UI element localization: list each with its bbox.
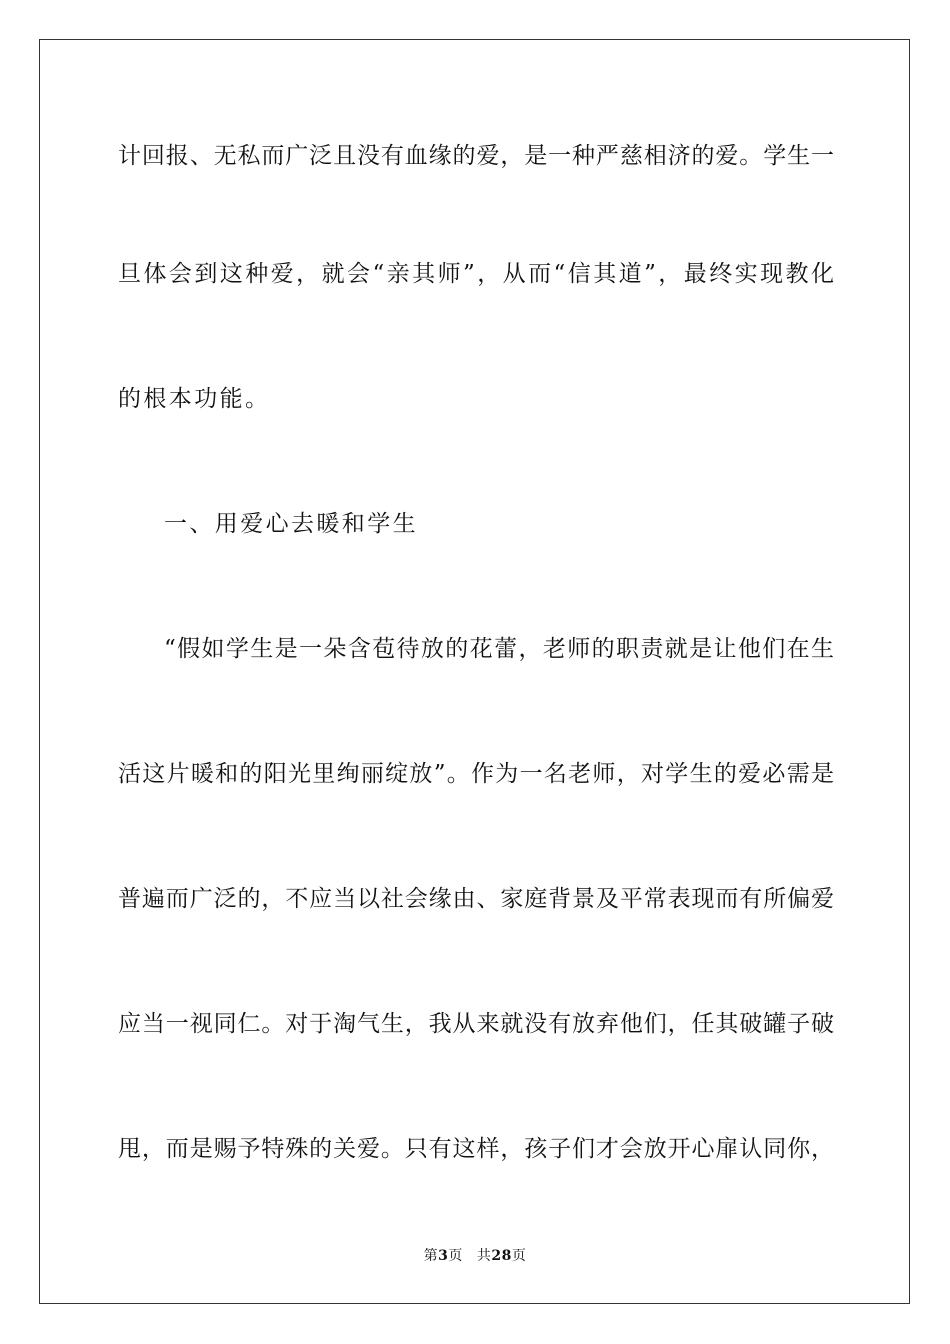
body-text-line-8: 应当一视同仁。对于淘气生，我从来就没有放弃他们，任其破罐子破 [118, 1011, 834, 1037]
body-text-line-1: 计回报、无私而广泛且没有血缘的爱，是一种严慈相济的爱。学生一 [118, 143, 834, 169]
page-border [39, 39, 910, 1304]
page-suffix: 页 [448, 1248, 463, 1264]
body-text-line-2: 旦体会到这种爱，就会“亲其师”，从而“信其道”，最终实现教化 [118, 261, 834, 287]
body-text-line-6: 活这片暖和的阳光里绚丽绽放”。作为一名老师，对学生的爱必需是 [118, 761, 834, 787]
page-footer [0, 1246, 950, 1266]
page-prefix: 第 [423, 1248, 439, 1264]
body-text-line-3: 的根本功能。 [118, 386, 271, 412]
total-prefix: 共 [476, 1248, 492, 1264]
body-text-line-9: 甩，而是赐予特殊的关爱。只有这样，孩子们才会放开心扉认同你， [118, 1136, 834, 1162]
body-text-line-5: “假如学生是一朵含苞待放的花蕾，老师的职责就是让他们在生 [164, 636, 834, 662]
page-number: 3 [438, 1248, 449, 1264]
section-heading: 一、用爱心去暖和学生 [164, 511, 418, 537]
total-pages: 28 [491, 1248, 512, 1264]
total-suffix: 页 [511, 1248, 527, 1264]
body-text-line-7: 普遍而广泛的，不应当以社会缘由、家庭背景及平常表现而有所偏爱 [118, 886, 834, 912]
